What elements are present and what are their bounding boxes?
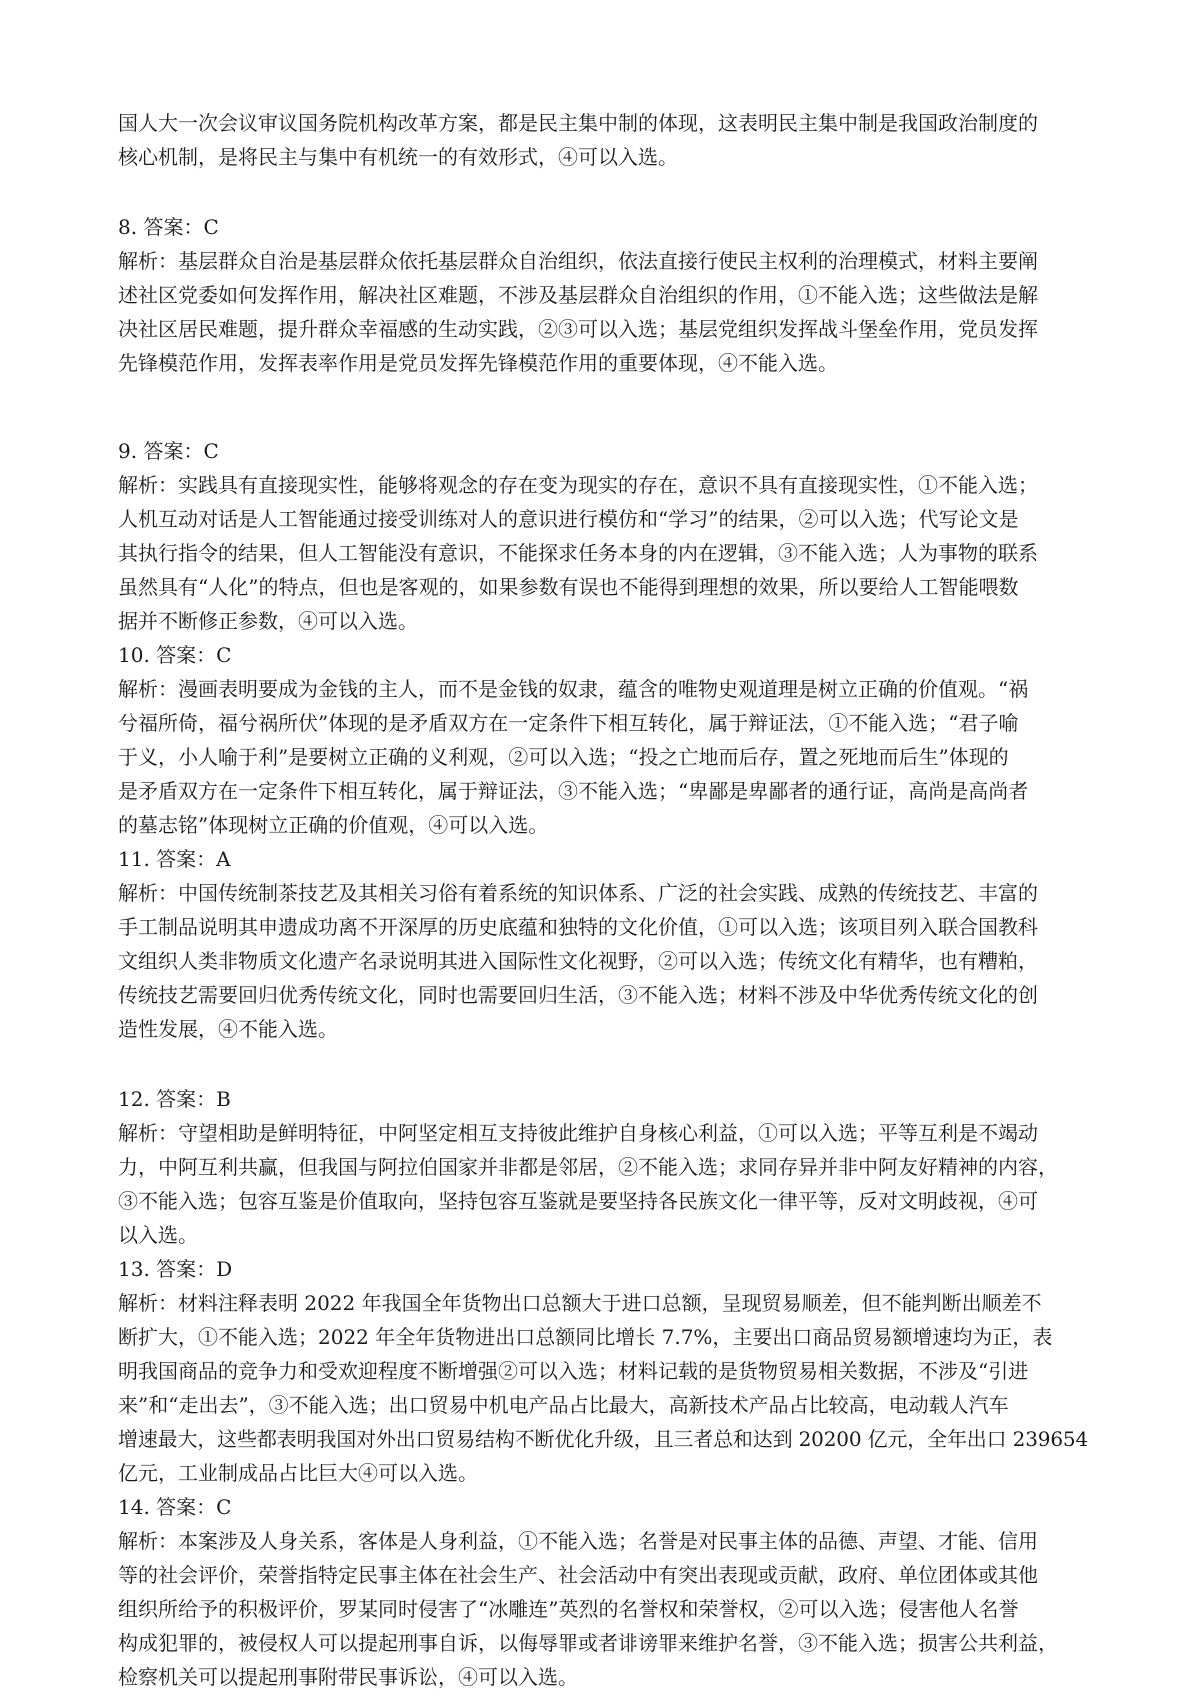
- intro-section: [118, 106, 1088, 174]
- text-line: 于义，小人喻于利”是要树立正确的义利观，②可以入选；“投之亡地而后存，置之死地而后生”体现的: [118, 745, 1009, 769]
- text-line: 据并不断修正参数，④可以入选。: [118, 609, 418, 633]
- text-line: 解析：本案涉及人身关系，客体是人身利益，①不能入选；名誉是对民事主体的品德、声望、才能、信用: [118, 1529, 1038, 1553]
- text-line: 其执行指令的结果，但人工智能没有意识，不能探求任务本身的内在逻辑，③不能入选；人为事物的联系: [118, 541, 1038, 565]
- answer-heading: 13. 答案：D: [118, 1257, 233, 1281]
- text-line: 来”和“走出去”，③不能入选；出口贸易中机电产品占比最大，高新技术产品占比较高，电动载人汽车: [118, 1393, 1009, 1417]
- text-line: 明我国商品的竞争力和受欢迎程度不断增强②可以入选；材料记载的是货物贸易相关数据，不涉及“引进: [118, 1359, 1029, 1383]
- text-line: 述社区党委如何发挥作用，解决社区难题，不涉及基层群众自治组织的作用，①不能入选；这些做法是解: [118, 283, 1038, 307]
- text-line: 解析：漫画表明要成为金钱的主人，而不是金钱的奴隶，蕴含的唯物史观道理是树立正确的价值观。“祸: [118, 677, 1029, 701]
- text-line: 构成犯罪的，被侵权人可以提起刑事自诉，以侮辱罪或者诽谤罪来维护名誉，③不能入选；损害公共利益，: [118, 1631, 1058, 1655]
- text-line: 增速最大，这些都表明我国对外出口贸易结构不断优化升级，且三者总和达到 20200 亿元，全年出口 239654: [118, 1427, 1089, 1451]
- answer-heading: 12. 答案：B: [118, 1087, 231, 1111]
- text-line: 解析：基层群众自治是基层群众依托基层群众自治组织，依法直接行使民主权利的治理模式，材料主要阐: [118, 249, 1038, 273]
- text-line: 解析：材料注释表明 2022 年我国全年货物出口总额大于进口总额，呈现贸易顺差，但不能判断出顺差不: [118, 1291, 1042, 1315]
- text-line: 力，中阿互利共赢，但我国与阿拉伯国家并非都是邻居，②不能入选；求同存异并非中阿友好精神的内容，: [118, 1155, 1058, 1179]
- text-line: 虽然具有“人化”的特点，但也是客观的，如果参数有误也不能得到理想的效果，所以要给人工智能喂数: [118, 575, 1019, 599]
- question-13-section: [118, 1252, 1088, 1490]
- text-line: 解析：中国传统制茶技艺及其相关习俗有着系统的知识体系、广泛的社会实践、成熟的传统技艺、丰富的: [118, 881, 1038, 905]
- text-line: 断扩大，①不能入选；2022 年全年货物进出口总额同比增长 7.7%，主要出口商品贸易额增速均为正，表: [118, 1325, 1053, 1349]
- text-line: 兮福所倚，福兮祸所伏”体现的是矛盾双方在一定条件下相互转化，属于辩证法，①不能入选；“君子喻: [118, 711, 1019, 735]
- text-line: 核心机制，是将民主与集中有机统一的有效形式，④可以入选。: [118, 145, 678, 169]
- question-8-section: [118, 210, 1088, 380]
- text-line: 以入选。: [118, 1223, 198, 1247]
- text-line: 人机互动对话是人工智能通过接受训练对人的意识进行模仿和“学习”的结果，②可以入选；代写论文是: [118, 507, 1019, 531]
- text-line: 解析：实践具有直接现实性，能够将观念的存在变为现实的存在，意识不具有直接现实性，①不能入选；: [118, 473, 1038, 497]
- question-9-section: [118, 434, 1088, 638]
- text-line: 先锋模范作用，发挥表率作用是党员发挥先锋模范作用的重要体现，④不能入选。: [118, 351, 838, 375]
- text-line: 解析：守望相助是鲜明特征，中阿坚定相互支持彼此维护自身核心利益，①可以入选；平等互利是不竭动: [118, 1121, 1038, 1145]
- question-10-section: [118, 638, 1088, 842]
- answer-heading: 8. 答案：C: [118, 215, 219, 239]
- text-line: 的墓志铭”体现树立正确的价值观，④可以入选。: [118, 813, 549, 837]
- answer-heading: 9. 答案：C: [118, 439, 219, 463]
- text-line: 检察机关可以提起刑事附带民事诉讼，④可以入选。: [118, 1665, 578, 1689]
- text-line: 组织所给予的积极评价，罗某同时侵害了“冰雕连”英烈的名誉权和荣誉权，②可以入选；侵害他人名誉: [118, 1597, 1019, 1621]
- text-line: ③不能入选；包容互鉴是价值取向，坚持包容互鉴就是要坚持各民族文化一律平等，反对文明歧视，④可: [118, 1189, 1038, 1213]
- text-line: 国人大一次会议审议国务院机构改革方案，都是民主集中制的体现，这表明民主集中制是我国政治制度的: [118, 111, 1038, 135]
- text-line: 传统技艺需要回归优秀传统文化，同时也需要回归生活，③不能入选；材料不涉及中华优秀传统文化的创: [118, 983, 1038, 1007]
- answer-heading: 10. 答案：C: [118, 643, 232, 667]
- text-line: 等的社会评价，荣誉指特定民事主体在社会生产、社会活动中有突出表现或贡献，政府、单位团体或其他: [118, 1563, 1038, 1587]
- document-page: [118, 106, 1088, 1694]
- text-line: 手工制品说明其申遗成功离不开深厚的历史底蕴和独特的文化价值，①可以入选；该项目列入联合国教科: [118, 915, 1038, 939]
- text-line: 造性发展，④不能入选。: [118, 1017, 338, 1041]
- text-line: 亿元，工业制成品占比巨大④可以入选。: [118, 1461, 478, 1485]
- answer-heading: 11. 答案：A: [118, 847, 231, 871]
- text-line: 决社区居民难题，提升群众幸福感的生动实践，②③可以入选；基层党组织发挥战斗堡垒作用，党员发挥: [118, 317, 1038, 341]
- answer-heading: 14. 答案：C: [118, 1495, 232, 1519]
- text-line: 是矛盾双方在一定条件下相互转化，属于辩证法，③不能入选；“卑鄙是卑鄙者的通行证，高尚是高尚者: [118, 779, 1029, 803]
- question-14-section: [118, 1490, 1088, 1694]
- question-11-section: [118, 842, 1088, 1046]
- text-line: 文组织人类非物质文化遗产名录说明其进入国际性文化视野，②可以入选；传统文化有精华，也有糟粕，: [118, 949, 1038, 973]
- question-12-section: [118, 1082, 1088, 1252]
